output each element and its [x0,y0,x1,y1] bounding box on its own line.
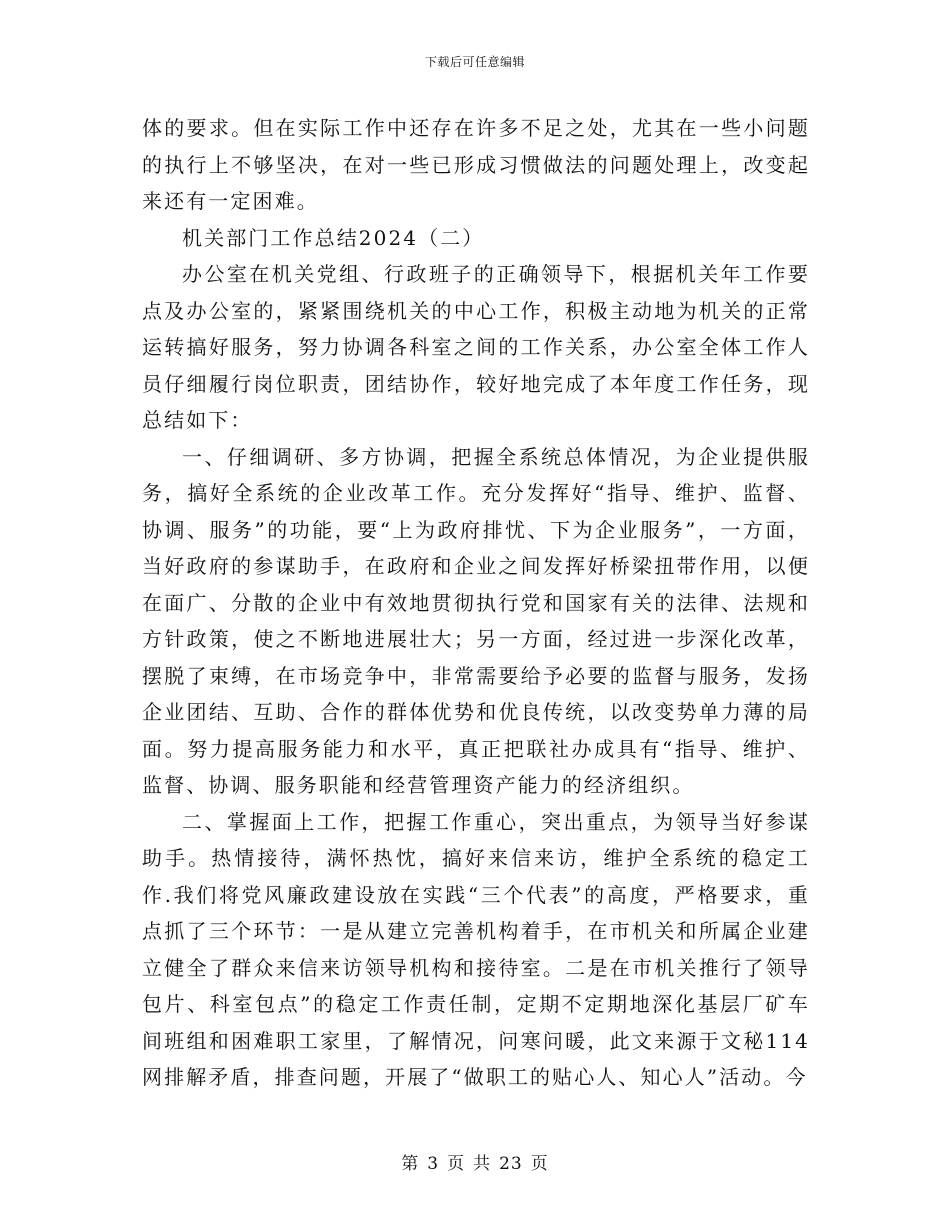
paragraph-continuation: 体的要求。但在实际工作中还存在许多不足之处，尤其在一些小问题的执行上不够坚决，在对一些已形成习惯做法的问题处理上，改变起来还有一定困难。 [142,116,810,213]
page-footer [0,1153,950,1175]
paragraph-point-one: 一、仔细调研、多方协调，把握全系统总体情况，为企业提供服务，搞好全系统的企业改革工作。充分发挥好“指导、维护、监督、协调、服务”的功能，要“上为政府排忧、下为企业服务”，一方面，当好政府的参谋助手，在政府和企业之间发挥好桥梁扭带作用，以便在面广、分散的企业中有效地贯彻执行党和国家有关的法律、法规和方针政策，使之不断地进展壮大；另一方面，经过进一步深化改革，摆脱了束缚，在市场竞争中，非常需要给予必要的监督与服务，发扬企业团结、互助、合作的群体优势和优良传统，以改变势单力薄的局面。努力提高服务能力和水平，真正把联社办成具有“指导、维护、监督、协调、服务职能和经营管理资产能力的经济组织。 [142,444,810,797]
document-body [142,110,810,1096]
footer-current-page: 3 [427,1154,440,1174]
paragraph-point-two: 二、掌握面上工作，把握工作重心，突出重点，为领导当好参谋助手。热情接待，满怀热忱，搞好来信来访，维护全系统的稳定工作.我们将党风廉政建设放在实践“三个代表”的高度，严格要求，重点抓了三个环节：一是从建立完善机构着手，在市机关和所属企业建立健全了群众来信来访领导机构和接待室。二是在市机关推行了领导包片、科室包点”的稳定工作责任制，定期不定期地深化基层厂矿车间班组和困难职工家里，了解情况，问寒问暖，此文来源于文秘114网排解矛盾，排查问题，开展了“做职工的贴心人、知心人”活动。今 [142,809,810,1089]
footer-label-end: 页 [530,1154,549,1174]
page-header [0,54,950,70]
footer-total-pages: 23 [499,1154,523,1174]
section-heading: 机关部门工作总结2024（二） [182,225,485,250]
paragraph-intro: 办公室在机关党组、行政班子的正确领导下，根据机关年工作要点及办公室的，紧紧围绕机关的中心工作，积极主动地为机关的正常运转搞好服务，努力协调各科室之间的工作关系，办公室全体工作人员仔细履行岗位职责，团结协作，较好地完成了本年度工作任务，现总结如下： [142,262,810,432]
footer-label-page: 第 [401,1154,420,1174]
footer-label-total: 共 [473,1154,492,1174]
footer-label-of: 页 [447,1154,466,1174]
header-note: 下载后可任意编辑 [424,55,525,69]
